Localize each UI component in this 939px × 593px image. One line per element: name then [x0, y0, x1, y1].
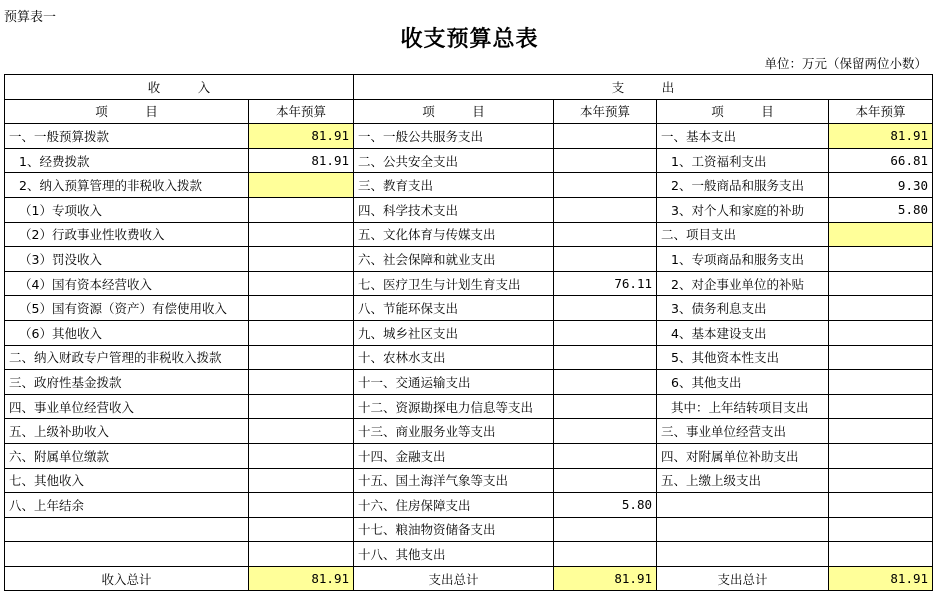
expense-func-budget-value [554, 124, 657, 149]
income-item-label: 七、其他收入 [5, 468, 249, 493]
income-budget-value [249, 394, 354, 419]
income-budget-header: 本年预算 [249, 99, 354, 124]
table-row [5, 493, 933, 518]
expense-econ-budget-value [829, 320, 933, 345]
expense-func-total-label: 支出总计 [354, 566, 554, 591]
expense-func-item-label: 四、科学技术支出 [354, 197, 554, 222]
expense-func-budget-value [554, 148, 657, 173]
expense-econ-item-label: 其中：上年结转项目支出 [657, 394, 829, 419]
expense-econ-budget-value [829, 296, 933, 321]
expense-econ-item-label: 5、其他资本性支出 [657, 345, 829, 370]
expense-func-item-label: 十四、金融支出 [354, 443, 554, 468]
expense-func-budget-value [554, 394, 657, 419]
income-item-label: 六、附属单位缴款 [5, 443, 249, 468]
income-budget-value [249, 222, 354, 247]
expense-econ-budget-value [829, 247, 933, 272]
expense-econ-item-label: 四、对附属单位补助支出 [657, 443, 829, 468]
table-row [5, 124, 933, 149]
table-row [5, 517, 933, 542]
income-total-label: 收入总计 [5, 566, 249, 591]
expense-func-budget-value [554, 296, 657, 321]
income-budget-value [249, 443, 354, 468]
table-row [5, 443, 933, 468]
expense-func-item-label: 八、节能环保支出 [354, 296, 554, 321]
income-budget-value [249, 247, 354, 272]
expense-func-item-label: 十五、国土海洋气象等支出 [354, 468, 554, 493]
expense-func-item-label: 三、教育支出 [354, 173, 554, 198]
income-item-label: 八、上年结余 [5, 493, 249, 518]
table-row [5, 271, 933, 296]
expense-econ-budget-value [829, 443, 933, 468]
expense-func-budget-value [554, 320, 657, 345]
expense-econ-item-label: 1、专项商品和服务支出 [657, 247, 829, 272]
expense-econ-budget-value [829, 370, 933, 395]
expense-func-item-label: 五、文化体育与传媒支出 [354, 222, 554, 247]
column-header-row [5, 99, 933, 124]
expense-econ-item-label: 五、上缴上级支出 [657, 468, 829, 493]
table-row [5, 345, 933, 370]
income-budget-value [249, 517, 354, 542]
table-row [5, 296, 933, 321]
expense-econ-item-label [657, 493, 829, 518]
income-budget-value [249, 197, 354, 222]
income-budget-value: 81.91 [249, 148, 354, 173]
expense-econ-budget-value: 66.81 [829, 148, 933, 173]
income-budget-value [249, 542, 354, 567]
income-item-label: 二、纳入财政专户管理的非税收入拨款 [5, 345, 249, 370]
income-budget-value [249, 419, 354, 444]
income-budget-value [249, 370, 354, 395]
expense-func-item-label: 九、城乡社区支出 [354, 320, 554, 345]
income-item-label: 三、政府性基金拨款 [5, 370, 249, 395]
table-row [5, 419, 933, 444]
expense-econ-item-label: 2、一般商品和服务支出 [657, 173, 829, 198]
expense-econ-budget-value [829, 493, 933, 518]
table-row [5, 320, 933, 345]
income-item-label: （6）其他收入 [5, 320, 249, 345]
expense-func-item-label: 十七、粮油物资储备支出 [354, 517, 554, 542]
table-row [5, 173, 933, 198]
expense-econ-item-label: 4、基本建设支出 [657, 320, 829, 345]
budget-table [4, 74, 933, 591]
expense-func-item-label: 十二、资源勘探电力信息等支出 [354, 394, 554, 419]
income-item-label [5, 517, 249, 542]
expense-func-budget-value [554, 419, 657, 444]
expense-econ-item-label: 6、其他支出 [657, 370, 829, 395]
totals-row [5, 566, 933, 591]
expense-econ-budget-value [829, 542, 933, 567]
income-item-label: （5）国有资源（资产）有偿使用收入 [5, 296, 249, 321]
expense-econ-budget-value [829, 419, 933, 444]
expense-func-item-header: 项 目 [354, 99, 554, 124]
expense-econ-item-label: 三、事业单位经营支出 [657, 419, 829, 444]
table-row [5, 222, 933, 247]
expense-econ-budget-value: 5.80 [829, 197, 933, 222]
table-row [5, 468, 933, 493]
expense-func-budget-value [554, 222, 657, 247]
expense-func-budget-value: 76.11 [554, 271, 657, 296]
table-row [5, 542, 933, 567]
table-row [5, 370, 933, 395]
expense-func-budget-value [554, 173, 657, 198]
expense-econ-budget-value [829, 222, 933, 247]
unit-note: 单位：万元（保留两位小数） [764, 56, 927, 71]
page-title: 收支预算总表 [400, 27, 539, 52]
income-item-label: 五、上级补助收入 [5, 419, 249, 444]
table-row [5, 394, 933, 419]
income-budget-value [249, 320, 354, 345]
income-item-label: （3）罚没收入 [5, 247, 249, 272]
income-item-label: （2）行政事业性收费收入 [5, 222, 249, 247]
expense-econ-budget-value: 81.91 [829, 124, 933, 149]
expense-econ-item-label: 3、债务利息支出 [657, 296, 829, 321]
income-item-label: （1）专项收入 [5, 197, 249, 222]
table-row [5, 197, 933, 222]
expense-func-budget-value [554, 517, 657, 542]
expense-econ-item-label: 3、对个人和家庭的补助 [657, 197, 829, 222]
expense-func-budget-value [554, 542, 657, 567]
expense-econ-budget-value [829, 394, 933, 419]
expense-econ-item-label: 一、基本支出 [657, 124, 829, 149]
income-item-label: 四、事业单位经营收入 [5, 394, 249, 419]
income-budget-value [249, 296, 354, 321]
expense-func-budget-value: 5.80 [554, 493, 657, 518]
expense-econ-budget-value [829, 517, 933, 542]
income-item-label: 2、纳入预算管理的非税收入拨款 [5, 173, 249, 198]
table-row [5, 148, 933, 173]
income-budget-value [249, 173, 354, 198]
expense-func-budget-value [554, 443, 657, 468]
expense-econ-item-label: 二、项目支出 [657, 222, 829, 247]
expense-func-total-value: 81.91 [554, 566, 657, 591]
expense-func-budget-value [554, 370, 657, 395]
income-item-label: （4）国有资本经营收入 [5, 271, 249, 296]
income-budget-value [249, 345, 354, 370]
expense-func-budget-value [554, 468, 657, 493]
income-budget-value [249, 468, 354, 493]
expense-func-item-label: 十、农林水支出 [354, 345, 554, 370]
expense-func-budget-header: 本年预算 [554, 99, 657, 124]
expense-econ-budget-value [829, 468, 933, 493]
expense-func-budget-value [554, 247, 657, 272]
expense-econ-item-label: 1、工资福利支出 [657, 148, 829, 173]
income-budget-value [249, 493, 354, 518]
expense-func-item-label: 十六、住房保障支出 [354, 493, 554, 518]
expense-econ-budget-value [829, 271, 933, 296]
expense-econ-budget-value [829, 345, 933, 370]
expense-section-header: 支 出 [354, 75, 933, 100]
expense-econ-item-header: 项 目 [657, 99, 829, 124]
expense-econ-budget-header: 本年预算 [829, 99, 933, 124]
income-item-label: 1、经费拨款 [5, 148, 249, 173]
expense-func-item-label: 一、一般公共服务支出 [354, 124, 554, 149]
expense-func-item-label: 二、公共安全支出 [354, 148, 554, 173]
expense-func-item-label: 六、社会保障和就业支出 [354, 247, 554, 272]
expense-econ-item-label: 2、对企事业单位的补贴 [657, 271, 829, 296]
expense-func-item-label: 十三、商业服务业等支出 [354, 419, 554, 444]
income-item-label: 一、一般预算拨款 [5, 124, 249, 149]
income-item-label [5, 542, 249, 567]
expense-econ-item-label [657, 517, 829, 542]
expense-econ-total-label: 支出总计 [657, 566, 829, 591]
expense-func-item-label: 七、医疗卫生与计划生育支出 [354, 271, 554, 296]
expense-func-item-label: 十八、其他支出 [354, 542, 554, 567]
income-budget-value [249, 271, 354, 296]
expense-econ-total-value: 81.91 [829, 566, 933, 591]
expense-econ-item-label [657, 542, 829, 567]
income-section-header: 收 入 [5, 75, 354, 100]
expense-func-budget-value [554, 345, 657, 370]
income-total-value: 81.91 [249, 566, 354, 591]
table-row [5, 247, 933, 272]
document-label: 预算表一 [4, 10, 57, 25]
section-header-row [5, 75, 933, 100]
expense-func-item-label: 十一、交通运输支出 [354, 370, 554, 395]
expense-func-budget-value [554, 197, 657, 222]
expense-econ-budget-value: 9.30 [829, 173, 933, 198]
income-budget-value: 81.91 [249, 124, 354, 149]
income-item-header: 项 目 [5, 99, 249, 124]
